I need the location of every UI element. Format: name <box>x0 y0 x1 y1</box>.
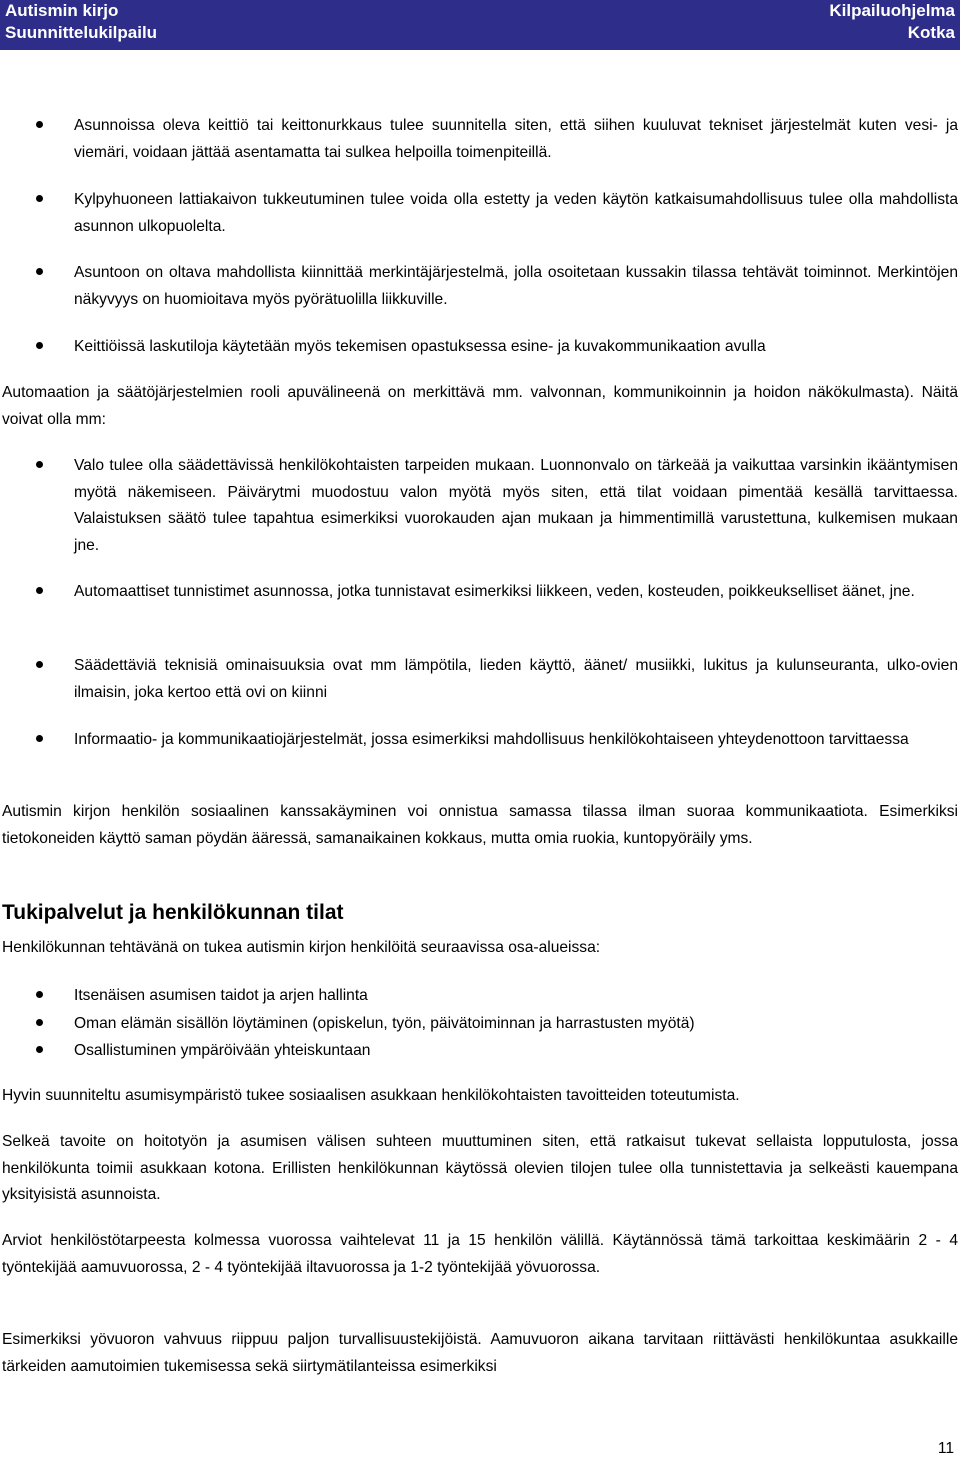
bullet-item: Oman elämän sisällön löytäminen (opiskelun, työn, päivätoiminnan ja harrastusten myötä) <box>74 1015 695 1032</box>
bullet-icon <box>36 1019 44 1027</box>
bullet-item: Säädettäviä teknisiä ominaisuuksia ovat mm lämpötila, lieden käyttö, äänet/ musiikki, lukitus ja kulunseuranta, ulko-ovien ilmaisin, joka kertoo että ovi on kiinni <box>74 657 958 701</box>
bullet-item: Valo tulee olla säädettävissä henkilökohtaisten tarpeiden mukaan. Luonnonvalo on tärkeää ja vaikuttaa varsinkin ikääntymisen myötä näkemiseen. Päivärytmi muodostuu valon myötä myös siten, että tilat voidaan pimentää kesällä tarvittaessa. Valaistuksen säätö tulee tapahtua esimerkiksi vuorokauden ajan mukaan ja himmentimillä varustettuna, kulkemisen mukaan jne. <box>74 457 958 554</box>
bullet-icon <box>36 1046 44 1054</box>
paragraph-estimate: Arviot henkilöstötarpeesta kolmessa vuorossa vaihtelevat 11 ja 15 henkilön välillä. Käytännössä tämä tarkoittaa keskimäärin 2 - 4 työntekijää aamuvuorossa, 2 - 4 työntekijää iltavuorossa ja 1-2 työntekijää yövuorossa. <box>2 1232 958 1276</box>
bullet-item: Itsenäisen asumisen taidot ja arjen hallinta <box>74 987 368 1004</box>
bullet-item: Osallistuminen ympäröivään yhteiskuntaan <box>74 1042 371 1059</box>
paragraph-night-shift: Esimerkiksi yövuoron vahvuus riippuu paljon turvallisuustekijöistä. Aamuvuoron aikana tarvitaan riittävästi henkilökuntaa asukkaille tärkeiden aamutoimien tukemisessa sekä siirtymätilanteissa esimerkiksi <box>2 1331 958 1375</box>
bullet-icon <box>36 342 44 350</box>
paragraph-social: Autismin kirjon henkilön sosiaalinen kanssakäyminen voi onnistua samassa tilassa ilman suoraa kommunikaatiota. Esimerkiksi tietokoneiden käyttö saman pöydän ääressä, samanaikainen kokkaus, mutta omia ruokia, kuntopyöräily yms. <box>2 803 958 847</box>
bullet-icon <box>36 268 44 276</box>
header-competition-title: Autismin kirjo <box>5 1 119 20</box>
bullet-item: Asunnoissa oleva keittiö tai keittonurkkaus tulee suunnitella siten, että siihen kuuluvat tekniset järjestelmät kuten vesi- ja viemäri, voidaan jättää asentamatta tai sulkea helpoilla toimenpiteillä. <box>74 117 958 161</box>
paragraph-goal: Selkeä tavoite on hoitotyön ja asumisen välisen suhteen muuttuminen siten, että ratkaisut tukevat sellaista lopputulosta, jossa henkilökunta toimii asukkaan kotona. Erillisten henkilökunnan käytössä olevien tilojen tulee olla tunnistettavia ja selkeästi kauempana yksityisistä asunnoista. <box>2 1133 958 1203</box>
bullet-icon <box>36 991 44 999</box>
paragraph-environment: Hyvin suunniteltu asumisympäristö tukee sosiaalisen asukkaan henkilökohtaisten tavoitteiden toteutumista. <box>2 1087 740 1104</box>
header-city: Kotka <box>907 23 955 42</box>
paragraph-staff-intro: Henkilökunnan tehtävänä on tukea autismin kirjon henkilöitä seuraavissa osa-alueissa: <box>2 939 601 956</box>
bullet-icon <box>36 587 44 595</box>
paragraph-automation: Automaation ja säätöjärjestelmien rooli apuvälineenä on merkittävä mm. valvonnan, kommunikoinnin ja hoidon näkökulmasta). Näitä voivat olla mm: <box>2 384 958 428</box>
bullet-item: Asuntoon on oltava mahdollista kiinnittää merkintäjärjestelmä, jolla osoitetaan kussakin tilassa tehtävät toiminnot. Merkintöjen näkyvyys on huomioitava myös pyörätuolilla liikkuville. <box>74 264 958 308</box>
section-heading: Tukipalvelut ja henkilökunnan tilat <box>2 901 344 924</box>
bullet-item: Automaattiset tunnistimet asunnossa, jotka tunnistavat esimerkiksi liikkeen, veden, kosteuden, poikkeukselliset äänet, jne. <box>74 583 915 600</box>
bullet-icon <box>36 461 44 469</box>
bullet-icon <box>36 121 44 129</box>
bullet-icon <box>36 195 44 203</box>
header-competition-type: Suunnittelukilpailu <box>5 23 158 42</box>
bullet-item: Keittiöissä laskutiloja käytetään myös tekemisen opastuksessa esine- ja kuvakommunikaation avulla <box>74 338 766 355</box>
document-header <box>0 0 960 50</box>
bullet-icon <box>36 735 44 743</box>
bullet-item: Kylpyhuoneen lattiakaivon tukkeutuminen tulee voida olla estetty ja veden käytön katkaisumahdollisuus tulee olla mahdollista asunnon ulkopuolelta. <box>74 191 958 235</box>
bullet-icon <box>36 661 44 669</box>
bullet-item: Informaatio- ja kommunikaatiojärjestelmät, jossa esimerkiksi mahdollisuus henkilökohtaiseen yhteydenottoon tarvittaessa <box>74 731 909 748</box>
page-number: 11 <box>937 1440 954 1457</box>
header-document-type: Kilpailuohjelma <box>829 1 955 20</box>
